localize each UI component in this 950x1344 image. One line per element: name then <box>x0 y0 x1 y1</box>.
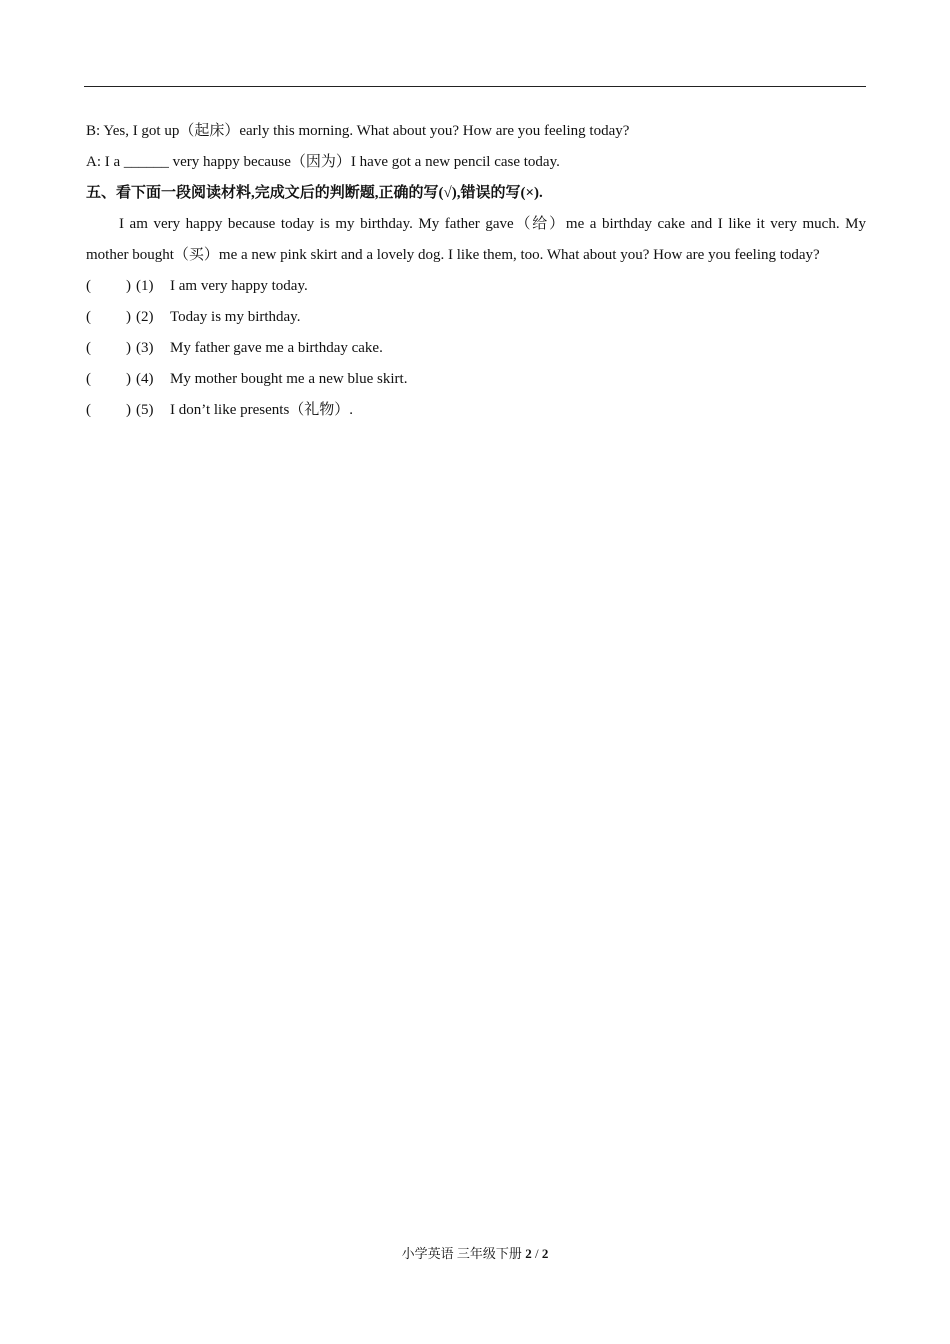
footer-page-total: 2 <box>541 1246 549 1261</box>
judgement-item-3 <box>86 333 866 364</box>
answer-bracket-open: ( <box>86 340 91 356</box>
answer-bracket-close: ) <box>126 371 131 387</box>
item-number: (3) <box>136 340 154 356</box>
answer-bracket-open: ( <box>86 371 91 387</box>
item-number: (4) <box>136 371 154 387</box>
page-footer <box>0 1244 950 1264</box>
document-body <box>86 116 866 426</box>
judgement-item-1 <box>86 271 866 302</box>
answer-bracket-open: ( <box>86 402 91 418</box>
item-text: My mother bought me a new blue skirt. <box>170 371 408 387</box>
item-text: Today is my birthday. <box>170 309 301 325</box>
dialogue-line-b: B: Yes, I got up（起床）early this morning. What about you? How are you feeling today? <box>86 123 630 139</box>
item-text: I am very happy today. <box>170 278 308 294</box>
answer-bracket-close: ) <box>126 340 131 356</box>
judgement-item-2 <box>86 302 866 333</box>
answer-bracket-close: ) <box>126 309 131 325</box>
item-number: (5) <box>136 402 154 418</box>
item-number: (2) <box>136 309 154 325</box>
footer-label: 小学英语 三年级下册 <box>401 1246 522 1261</box>
header-rule <box>84 86 866 87</box>
dialogue-line-a: A: I a ______ very happy because（因为）I have got a new pencil case today. <box>86 154 560 170</box>
answer-bracket-close: ) <box>126 278 131 294</box>
reading-passage: I am very happy because today is my birthday. My father gave（给）me a birthday cake and I like it very much. My mother bought（买）me a new pink skirt and a lovely dog. I like them, too. What about you? How are you feeling today? <box>86 216 866 263</box>
answer-bracket-open: ( <box>86 278 91 294</box>
judgement-item-4 <box>86 364 866 395</box>
answer-bracket-open: ( <box>86 309 91 325</box>
item-text: I don’t like presents（礼物）. <box>170 402 354 418</box>
item-number: (1) <box>136 278 154 294</box>
judgement-item-5 <box>86 395 866 426</box>
item-text: My father gave me a birthday cake. <box>170 340 383 356</box>
section-5-heading: 五、看下面一段阅读材料,完成文后的判断题,正确的写(√),错误的写(×). <box>86 185 543 201</box>
footer-page-number: 2 <box>525 1246 532 1261</box>
footer-separator: / <box>531 1246 542 1261</box>
answer-bracket-close: ) <box>126 402 131 418</box>
